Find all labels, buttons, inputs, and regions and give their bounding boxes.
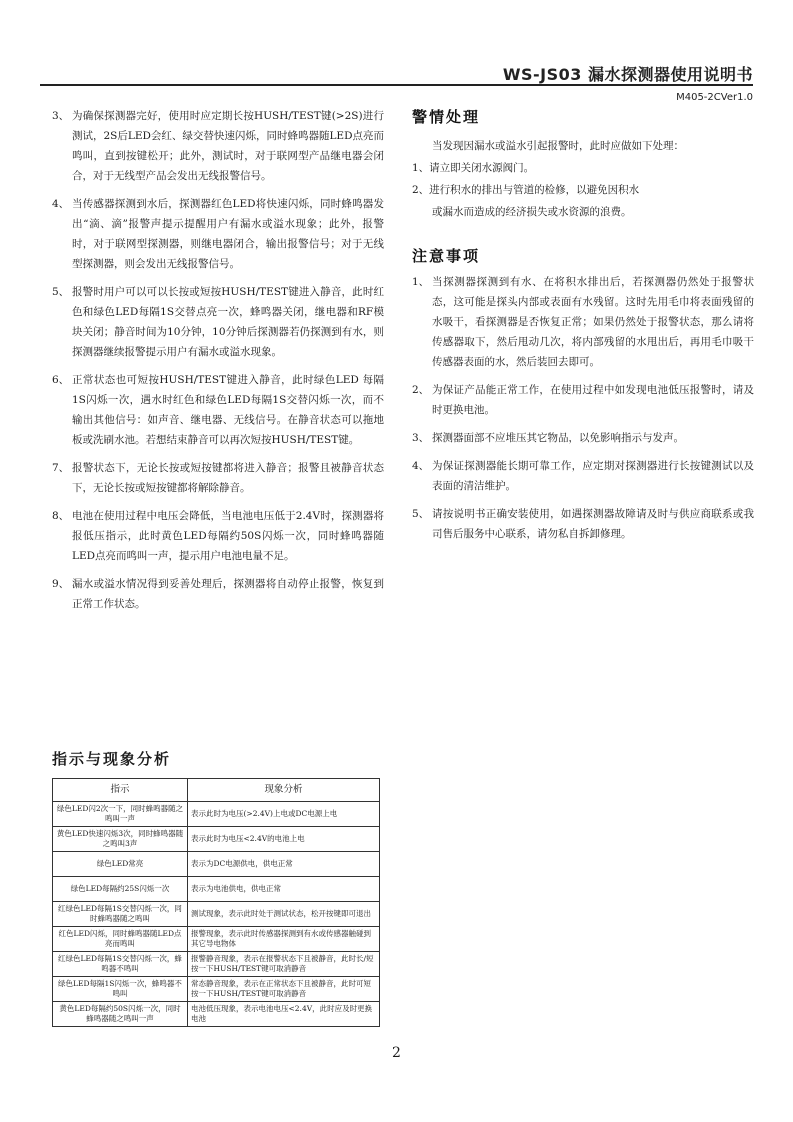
indicator-cell: 黄色LED每隔约50S闪烁一次，同时蜂鸣器随之鸣叫一声 bbox=[53, 1002, 188, 1027]
right-column bbox=[412, 106, 754, 552]
table-row bbox=[53, 952, 380, 977]
table-row bbox=[53, 877, 380, 902]
analysis-cell: 报警现象，表示此时传感器探测到有水或传感器触碰到其它导电物体 bbox=[188, 927, 380, 952]
indicator-cell: 红绿色LED每隔1S交替闪烁一次，蜂鸣器不鸣叫 bbox=[53, 952, 188, 977]
table-title: 指示与现象分析 bbox=[52, 750, 172, 768]
analysis-cell: 测试现象，表示此时处于测试状态，松开按键即可退出 bbox=[188, 902, 380, 927]
list-item bbox=[52, 458, 384, 498]
list-item-number: 1、 bbox=[412, 276, 430, 288]
list-item bbox=[52, 282, 384, 362]
list-item-text: 当探测器探测到有水、在将积水排出后，若探测器仍然处于报警状态，这可能是探头内部或表面有水残留。这时先用毛巾将表面残留的水吸干，看探测器是否恢复正常；如果仍然处于报警状态，那么请将传感器取下，然后甩动几次，将内部残留的水甩出后，再用毛巾吸干传感器表面的水，然后装回去即可。 bbox=[432, 276, 754, 368]
list-item-text: 为确保探测器完好，使用时应定期长按HUSH/TEST键(>2S)进行测试，2S后LED会红、绿交替快速闪烁，同时蜂鸣器随LED点亮而鸣叫，直到按键松开；此外，测试时，对于联网型产品继电器会闭合，对于无线型产品会发出无线报警信号。 bbox=[72, 110, 384, 182]
list-item bbox=[412, 504, 754, 544]
list-item-number: 5、 bbox=[412, 508, 430, 520]
notes-list bbox=[412, 272, 754, 544]
analysis-cell: 常态静音现象，表示在正常状态下且被静音，此时可短按一下HUSH/TEST键可取消静音 bbox=[188, 977, 380, 1002]
indicator-cell: 绿色LED闪2次一下，同时蜂鸣器随之鸣叫一声 bbox=[53, 802, 188, 827]
indicator-cell: 绿色LED常亮 bbox=[53, 852, 188, 877]
list-item-number: 8、 bbox=[52, 510, 70, 522]
instruction-list bbox=[52, 106, 384, 614]
header-rule bbox=[40, 84, 753, 86]
document-title: WS-JS03 漏水探测器使用说明书 bbox=[502, 65, 753, 84]
warning-step-1: 1、请立即关闭水源阀门。 bbox=[412, 162, 535, 174]
document-version: M405-2CVer1.0 bbox=[676, 92, 753, 103]
warning-step-2-continued: 或漏水而造成的经济损失或水资源的浪费。 bbox=[432, 206, 632, 218]
list-item-text: 电池在使用过程中电压会降低，当电池电压低于2.4V时，探测器将报低压指示，此时黄色LED每隔约50S闪烁一次，同时蜂鸣器随LED点亮而鸣叫一声，提示用户电池电量不足。 bbox=[72, 510, 384, 562]
list-item-text: 当传感器探测到水后，探测器红色LED将快速闪烁，同时蜂鸣器发出“滴、滴”报警声提示提醒用户有漏水或溢水现象；此外，报警时，对于联网型探测器，则继电器闭合，输出报警信号；对于无线型探测器，则会发出无线报警信号。 bbox=[72, 198, 384, 270]
list-item-text: 漏水或溢水情况得到妥善处理后，探测器将自动停止报警，恢复到正常工作状态。 bbox=[72, 578, 384, 610]
list-item-text: 为保证产品能正常工作，在使用过程中如发现电池低压报警时，请及时更换电池。 bbox=[432, 384, 754, 416]
list-item-number: 6、 bbox=[52, 374, 70, 386]
list-item bbox=[52, 574, 384, 614]
indicator-cell: 绿色LED每隔约25S闪烁一次 bbox=[53, 877, 188, 902]
list-item-number: 3、 bbox=[52, 110, 70, 122]
header-analysis: 现象分析 bbox=[188, 779, 380, 802]
table-row bbox=[53, 902, 380, 927]
list-item bbox=[52, 194, 384, 274]
list-item-text: 为保证探测器能长期可靠工作，应定期对探测器进行长按键测试以及表面的清洁维护。 bbox=[432, 460, 754, 492]
list-item-number: 5、 bbox=[52, 286, 70, 298]
indicator-cell: 红绿色LED每隔1S交替闪烁一次，同时蜂鸣器随之鸣叫 bbox=[53, 902, 188, 927]
warning-section-title: 警情处理 bbox=[412, 108, 481, 126]
warning-intro: 当发现因漏水或溢水引起报警时，此时应做如下处理： bbox=[432, 140, 684, 152]
list-item-number: 7、 bbox=[52, 462, 70, 474]
header-indicator: 指示 bbox=[53, 779, 188, 802]
indicator-cell: 红色LED闪烁，同时蜂鸣器随LED点亮而鸣叫 bbox=[53, 927, 188, 952]
indicator-cell: 黄色LED快速闪烁3次，同时蜂鸣器随之鸣叫3声 bbox=[53, 827, 188, 852]
analysis-cell: 表示此时为电压<2.4V的电池上电 bbox=[188, 827, 380, 852]
table-row bbox=[53, 827, 380, 852]
list-item bbox=[52, 106, 384, 186]
list-item-text: 报警时用户可以可以长按或短按HUSH/TEST键进入静音，此时红色和绿色LED每隔1S交替点亮一次，蜂鸣器关闭，继电器和RF模块关闭；静音时间为10分钟，10分钟后探测器若仍探测到有水，则探测器继续报警提示用户有漏水或溢水现象。 bbox=[72, 286, 384, 358]
indicator-cell: 绿色LED每隔1S闪烁一次，蜂鸣器不鸣叫 bbox=[53, 977, 188, 1002]
list-item-number: 9、 bbox=[52, 578, 70, 590]
analysis-cell: 表示此时为电压(>2.4V)上电或DC电源上电 bbox=[188, 802, 380, 827]
left-column bbox=[52, 106, 384, 622]
list-item-text: 探测器面部不应堆压其它物品，以免影响指示与发声。 bbox=[432, 432, 684, 444]
list-item bbox=[52, 506, 384, 566]
list-item bbox=[412, 456, 754, 496]
indicator-analysis-table bbox=[52, 778, 380, 1027]
table-row bbox=[53, 852, 380, 877]
list-item-number: 4、 bbox=[412, 460, 430, 472]
analysis-cell: 表示为DC电源供电，供电正常 bbox=[188, 852, 380, 877]
table-row bbox=[53, 977, 380, 1002]
table-row bbox=[53, 802, 380, 827]
list-item-number: 2、 bbox=[412, 384, 430, 396]
list-item bbox=[52, 370, 384, 450]
analysis-cell: 电池低压现象，表示电池电压<2.4V，此时应及时更换电池 bbox=[188, 1002, 380, 1027]
list-item-text: 正常状态也可短按HUSH/TEST键进入静音，此时绿色LED 每隔1S闪烁一次，遇水时红色和绿色LED每隔1S交替闪烁一次，而不输出其他信号：如声音、继电器、无线信号。在静音状态可以拖地板或洗刷水池。若想结束静音可以再次短按HUSH/TEST键。 bbox=[72, 374, 384, 446]
warning-step-2: 2、进行积水的排出与管道的检修，以避免因积水 bbox=[412, 184, 640, 196]
list-item-number: 3、 bbox=[412, 432, 430, 444]
list-item-number: 4、 bbox=[52, 198, 70, 210]
analysis-cell: 报警静音现象，表示在报警状态下且被静音，此时长/短按一下HUSH/TEST键可取消静音 bbox=[188, 952, 380, 977]
table-row bbox=[53, 927, 380, 952]
list-item bbox=[412, 428, 754, 448]
table-header-row bbox=[53, 779, 380, 802]
table-row bbox=[53, 1002, 380, 1027]
list-item bbox=[412, 272, 754, 372]
list-item bbox=[412, 380, 754, 420]
analysis-cell: 表示为电池供电，供电正常 bbox=[188, 877, 380, 902]
page-number: 2 bbox=[392, 1045, 401, 1061]
list-item-text: 请按说明书正确安装使用，如遇探测器故障请及时与供应商联系或我司售后服务中心联系，请勿私自拆卸修理。 bbox=[432, 508, 754, 540]
notes-section-title: 注意事项 bbox=[412, 247, 481, 265]
list-item-text: 报警状态下，无论长按或短按键都将进入静音；报警且被静音状态下，无论长按或短按键都将解除静音。 bbox=[72, 462, 384, 494]
